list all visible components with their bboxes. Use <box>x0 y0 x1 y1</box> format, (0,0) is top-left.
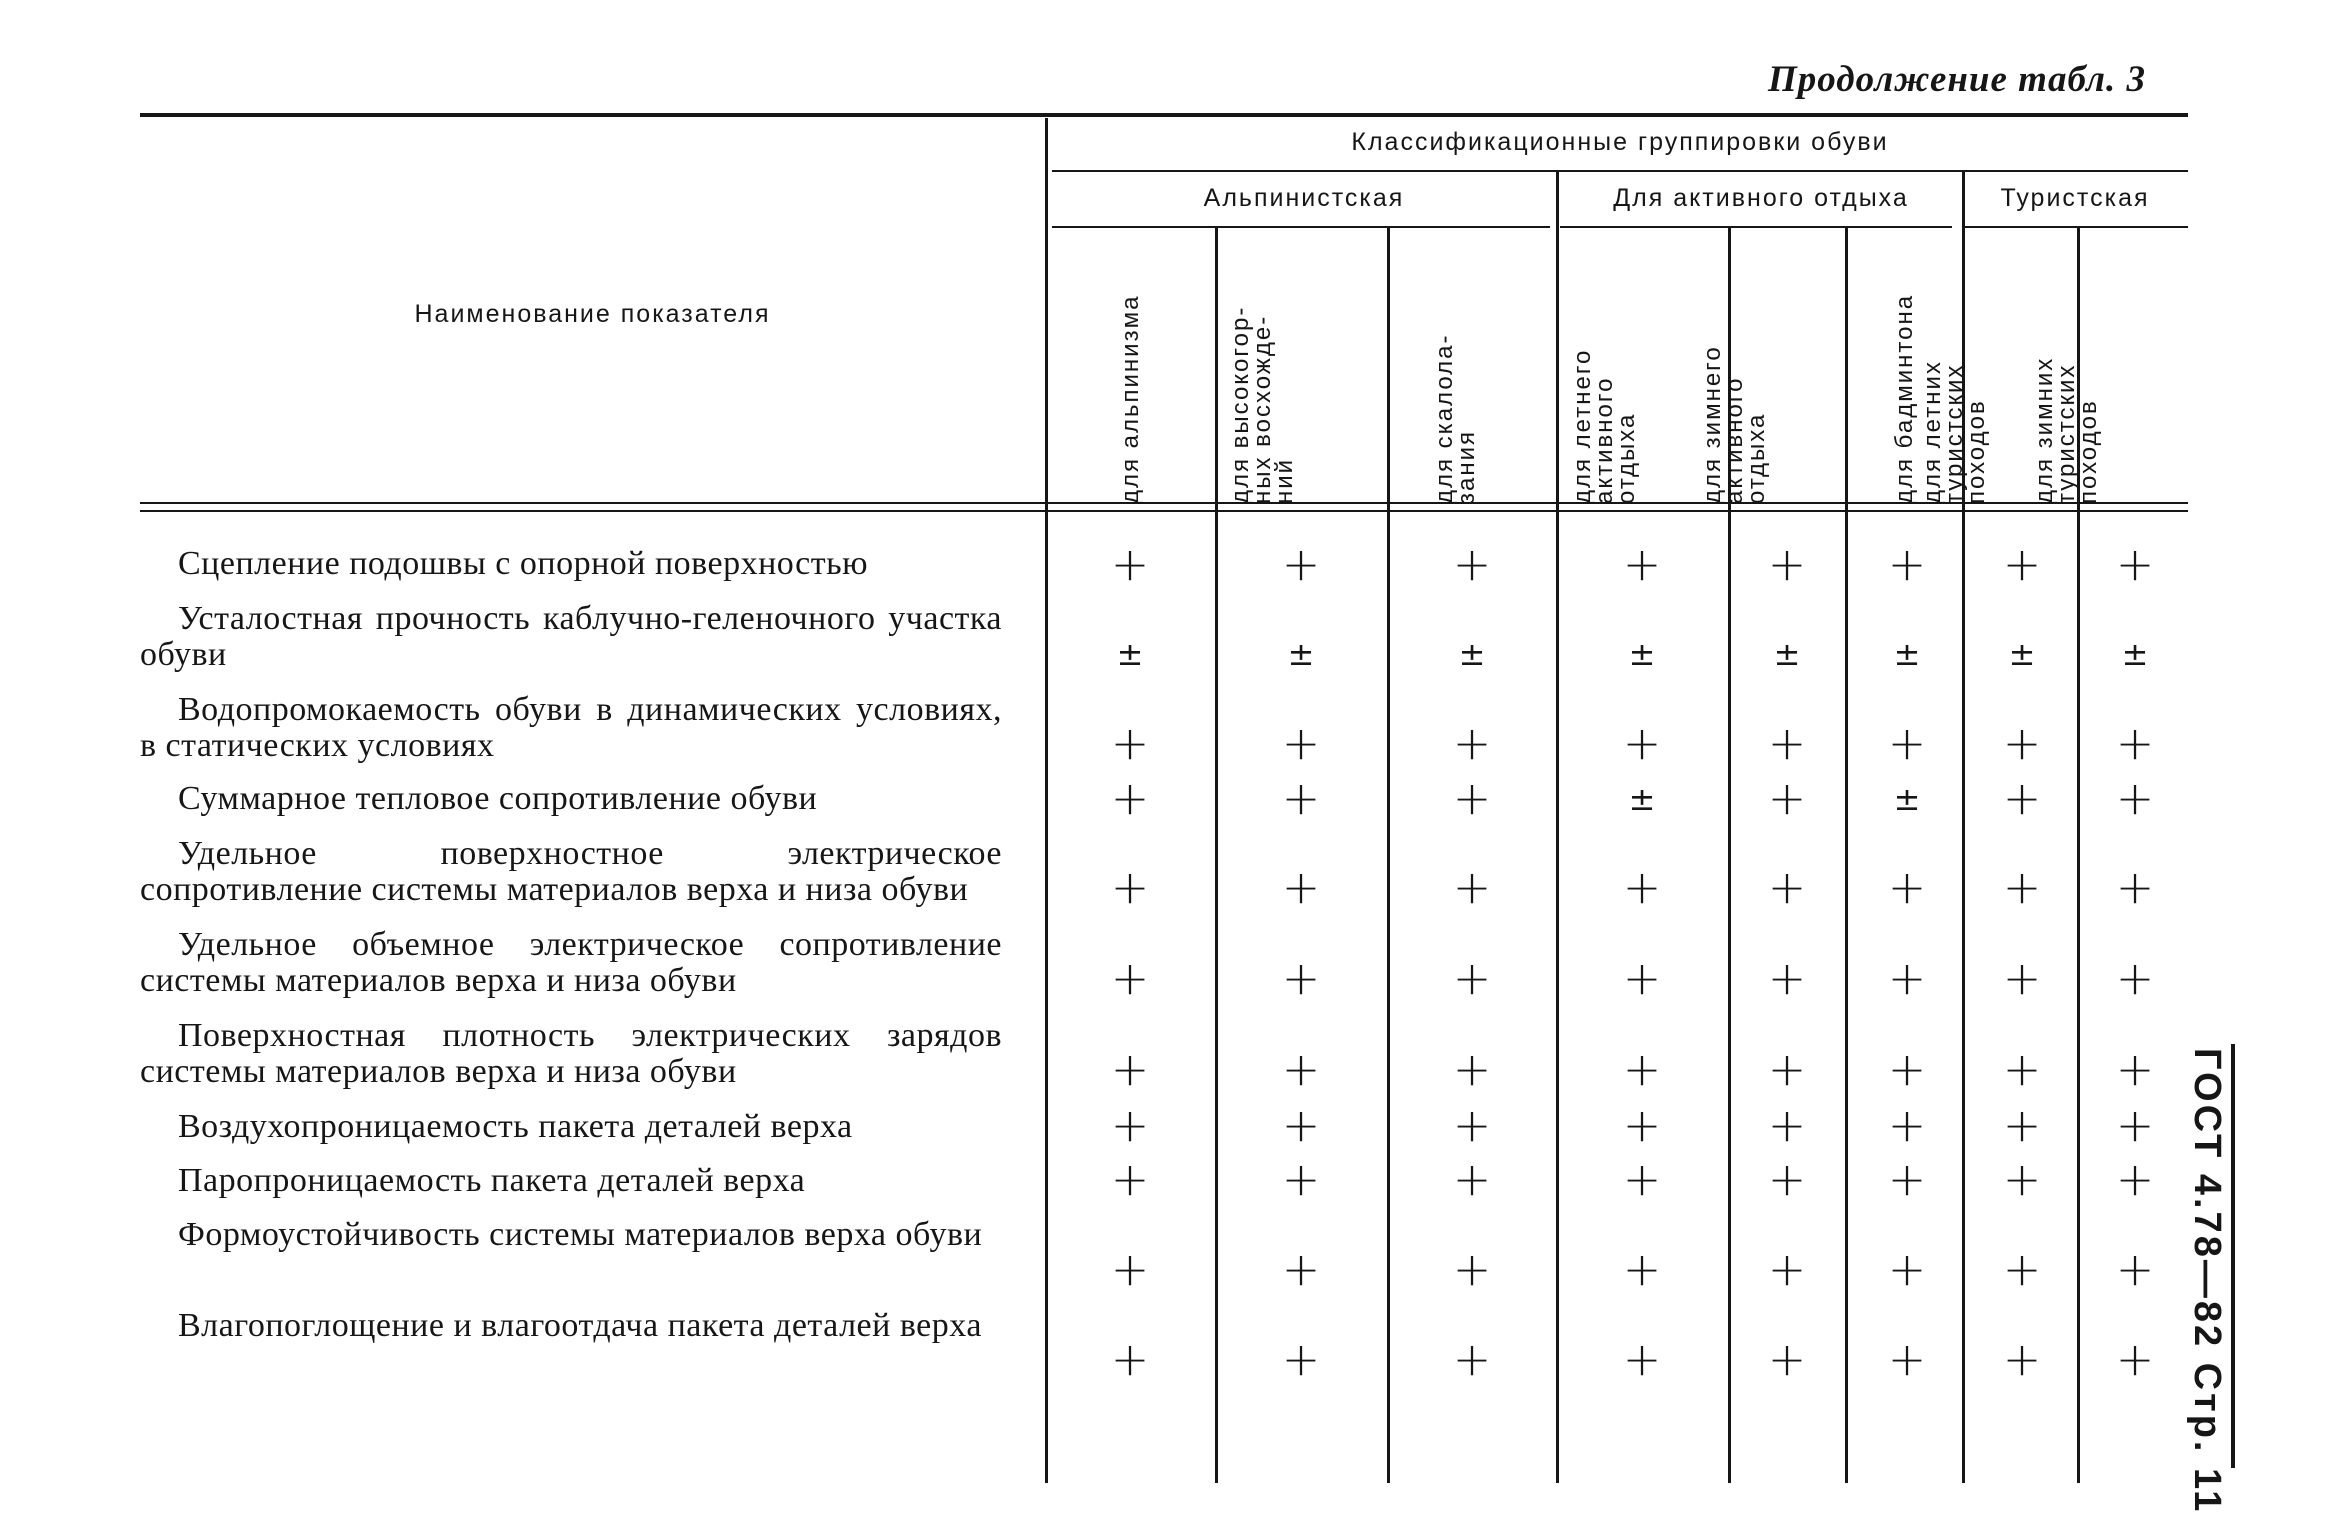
plus-mark: + <box>1452 1242 1492 1296</box>
plus-mark: + <box>1281 716 1321 770</box>
plus-mark: + <box>1452 1098 1492 1152</box>
row-label: Влагопоглощение и влагоотдача пакета деталей верха <box>178 1307 982 1344</box>
plus-minus-mark: ± <box>2121 635 2149 673</box>
row-label: Суммарное тепловое сопротивление обуви <box>178 780 818 817</box>
plus-mark: + <box>1767 1098 1807 1152</box>
side-rule <box>2231 1044 2235 1468</box>
group-header-rule-1 <box>1052 226 1550 228</box>
row-label: Паропроницаемость пакета деталей верха <box>178 1162 806 1199</box>
plus-mark: + <box>1110 1152 1150 1206</box>
plus-mark: + <box>1767 771 1807 825</box>
plus-mark: + <box>1281 771 1321 825</box>
plus-mark: + <box>1887 537 1927 591</box>
plus-mark: + <box>1622 716 1662 770</box>
column-header-rock-climbing: для скалола- зания <box>1431 333 1480 504</box>
plus-minus-mark: ± <box>2008 635 2036 673</box>
plus-mark: + <box>2002 1242 2042 1296</box>
plus-mark: + <box>1622 1332 1662 1386</box>
column-header-summer-rest: для летнего активного отдыха <box>1569 348 1640 504</box>
plus-mark: + <box>2002 537 2042 591</box>
plus-mark: + <box>1622 1042 1662 1096</box>
row-label: Воздухопроницаемость пакета деталей верха <box>178 1108 853 1145</box>
plus-minus-mark: ± <box>1893 780 1921 818</box>
plus-mark: + <box>1767 1042 1807 1096</box>
plus-mark: + <box>1767 1242 1807 1296</box>
plus-mark: + <box>1452 951 1492 1005</box>
plus-mark: + <box>1887 716 1927 770</box>
plus-mark: + <box>1887 1242 1927 1296</box>
table-top-rule <box>140 113 2188 117</box>
table-caption: Продолжение табл. 3 <box>1768 59 2146 100</box>
plus-mark: + <box>1281 860 1321 914</box>
plus-mark: + <box>1767 1152 1807 1206</box>
plus-mark: + <box>1452 1332 1492 1386</box>
group-header-active-rest: Для активного отдыха <box>1613 184 1909 212</box>
group-header-rule-2 <box>1560 226 1952 228</box>
plus-minus-mark: ± <box>1773 635 1801 673</box>
plus-minus-mark: ± <box>1116 635 1144 673</box>
plus-mark: + <box>1452 716 1492 770</box>
plus-mark: + <box>1622 1098 1662 1152</box>
plus-mark: + <box>1767 537 1807 591</box>
plus-mark: + <box>2002 771 2042 825</box>
column-header-summer-hiking: для летних туристских походов <box>1919 360 1990 504</box>
plus-mark: + <box>1887 1152 1927 1206</box>
plus-mark: + <box>2115 1098 2155 1152</box>
plus-mark: + <box>2002 1042 2042 1096</box>
plus-mark: + <box>2115 1332 2155 1386</box>
plus-minus-mark: ± <box>1628 780 1656 818</box>
plus-mark: + <box>1110 1332 1150 1386</box>
plus-mark: + <box>1622 860 1662 914</box>
plus-mark: + <box>1622 951 1662 1005</box>
group-header-alpine: Альпинистская <box>1203 184 1405 212</box>
column-header-winter-hiking: для зимних туристских походов <box>2031 356 2102 504</box>
row-label: Усталостная прочность каблучно-геленочного участка обуви <box>140 600 1002 673</box>
plus-minus-mark: ± <box>1893 635 1921 673</box>
row-label: Формоустойчивость системы материалов верха обуви <box>178 1216 983 1253</box>
plus-mark: + <box>2002 951 2042 1005</box>
plus-mark: + <box>2115 771 2155 825</box>
plus-mark: + <box>1767 951 1807 1005</box>
plus-mark: + <box>1281 1042 1321 1096</box>
plus-mark: + <box>1887 1098 1927 1152</box>
plus-mark: + <box>2002 1152 2042 1206</box>
plus-mark: + <box>1281 537 1321 591</box>
row-label: Удельное объемное электрическое сопротивление системы материалов верха и низа обуви <box>140 926 1002 999</box>
plus-mark: + <box>2115 1152 2155 1206</box>
plus-mark: + <box>1110 771 1150 825</box>
plus-mark: + <box>1887 1042 1927 1096</box>
row-label: Поверхностная плотность электрических зарядов системы материалов верха и низа обуви <box>140 1017 1002 1090</box>
plus-mark: + <box>1281 951 1321 1005</box>
row-label: Водопромокаемость обуви в динамических условиях, в статических условиях <box>140 691 1002 764</box>
plus-mark: + <box>2002 1332 2042 1386</box>
plus-mark: + <box>1110 860 1150 914</box>
plus-mark: + <box>1110 716 1150 770</box>
plus-mark: + <box>2002 1098 2042 1152</box>
plus-mark: + <box>2115 860 2155 914</box>
plus-mark: + <box>1622 537 1662 591</box>
header-bottom-rule-2 <box>140 510 2188 512</box>
plus-mark: + <box>2115 1242 2155 1296</box>
plus-mark: + <box>2115 951 2155 1005</box>
plus-mark: + <box>1281 1098 1321 1152</box>
plus-mark: + <box>2002 716 2042 770</box>
plus-mark: + <box>1110 1098 1150 1152</box>
plus-mark: + <box>1887 860 1927 914</box>
row-label: Удельное поверхностное электрическое сопротивление системы материалов верха и низа обуви <box>140 835 1002 908</box>
classification-header-rule <box>1052 170 2188 172</box>
plus-mark: + <box>2115 1042 2155 1096</box>
column-header-high-altitude: для высокогор- ных восхожде- ний <box>1227 305 1298 504</box>
plus-mark: + <box>1110 1242 1150 1296</box>
plus-mark: + <box>1452 1152 1492 1206</box>
plus-minus-mark: ± <box>1458 635 1486 673</box>
plus-mark: + <box>1887 1332 1927 1386</box>
plus-mark: + <box>1452 537 1492 591</box>
plus-mark: + <box>1452 860 1492 914</box>
column-header-winter-rest: для зимнего активного отдыха <box>1699 345 1770 504</box>
plus-mark: + <box>1767 860 1807 914</box>
plus-mark: + <box>1452 1042 1492 1096</box>
plus-mark: + <box>1281 1242 1321 1296</box>
indicator-header: Наименование показателя <box>414 300 771 328</box>
column-header-badminton: для бадминтона <box>1891 293 1918 504</box>
plus-mark: + <box>2115 537 2155 591</box>
header-bottom-rule-1 <box>140 502 2188 504</box>
group-header-rule-3 <box>1962 226 2188 228</box>
plus-mark: + <box>1110 1042 1150 1096</box>
plus-mark: + <box>1110 951 1150 1005</box>
group-header-tourist: Туристская <box>2000 184 2150 212</box>
plus-mark: + <box>1452 771 1492 825</box>
plus-mark: + <box>1281 1152 1321 1206</box>
plus-mark: + <box>1110 537 1150 591</box>
page-side-label: ГОСТ 4.78—82 Стр. 11 <box>2186 1048 2228 1515</box>
plus-mark: + <box>2002 860 2042 914</box>
plus-mark: + <box>1767 1332 1807 1386</box>
plus-mark: + <box>1622 1242 1662 1296</box>
plus-minus-mark: ± <box>1628 635 1656 673</box>
plus-minus-mark: ± <box>1287 635 1315 673</box>
plus-mark: + <box>1622 1152 1662 1206</box>
row-label: Сцепление подошвы с опорной поверхностью <box>178 545 869 582</box>
plus-mark: + <box>1281 1332 1321 1386</box>
plus-mark: + <box>1887 951 1927 1005</box>
plus-mark: + <box>1767 716 1807 770</box>
plus-mark: + <box>2115 716 2155 770</box>
column-header-alpinism: для альпинизма <box>1117 294 1144 504</box>
classification-header: Классификационные группировки обуви <box>1351 128 1889 156</box>
